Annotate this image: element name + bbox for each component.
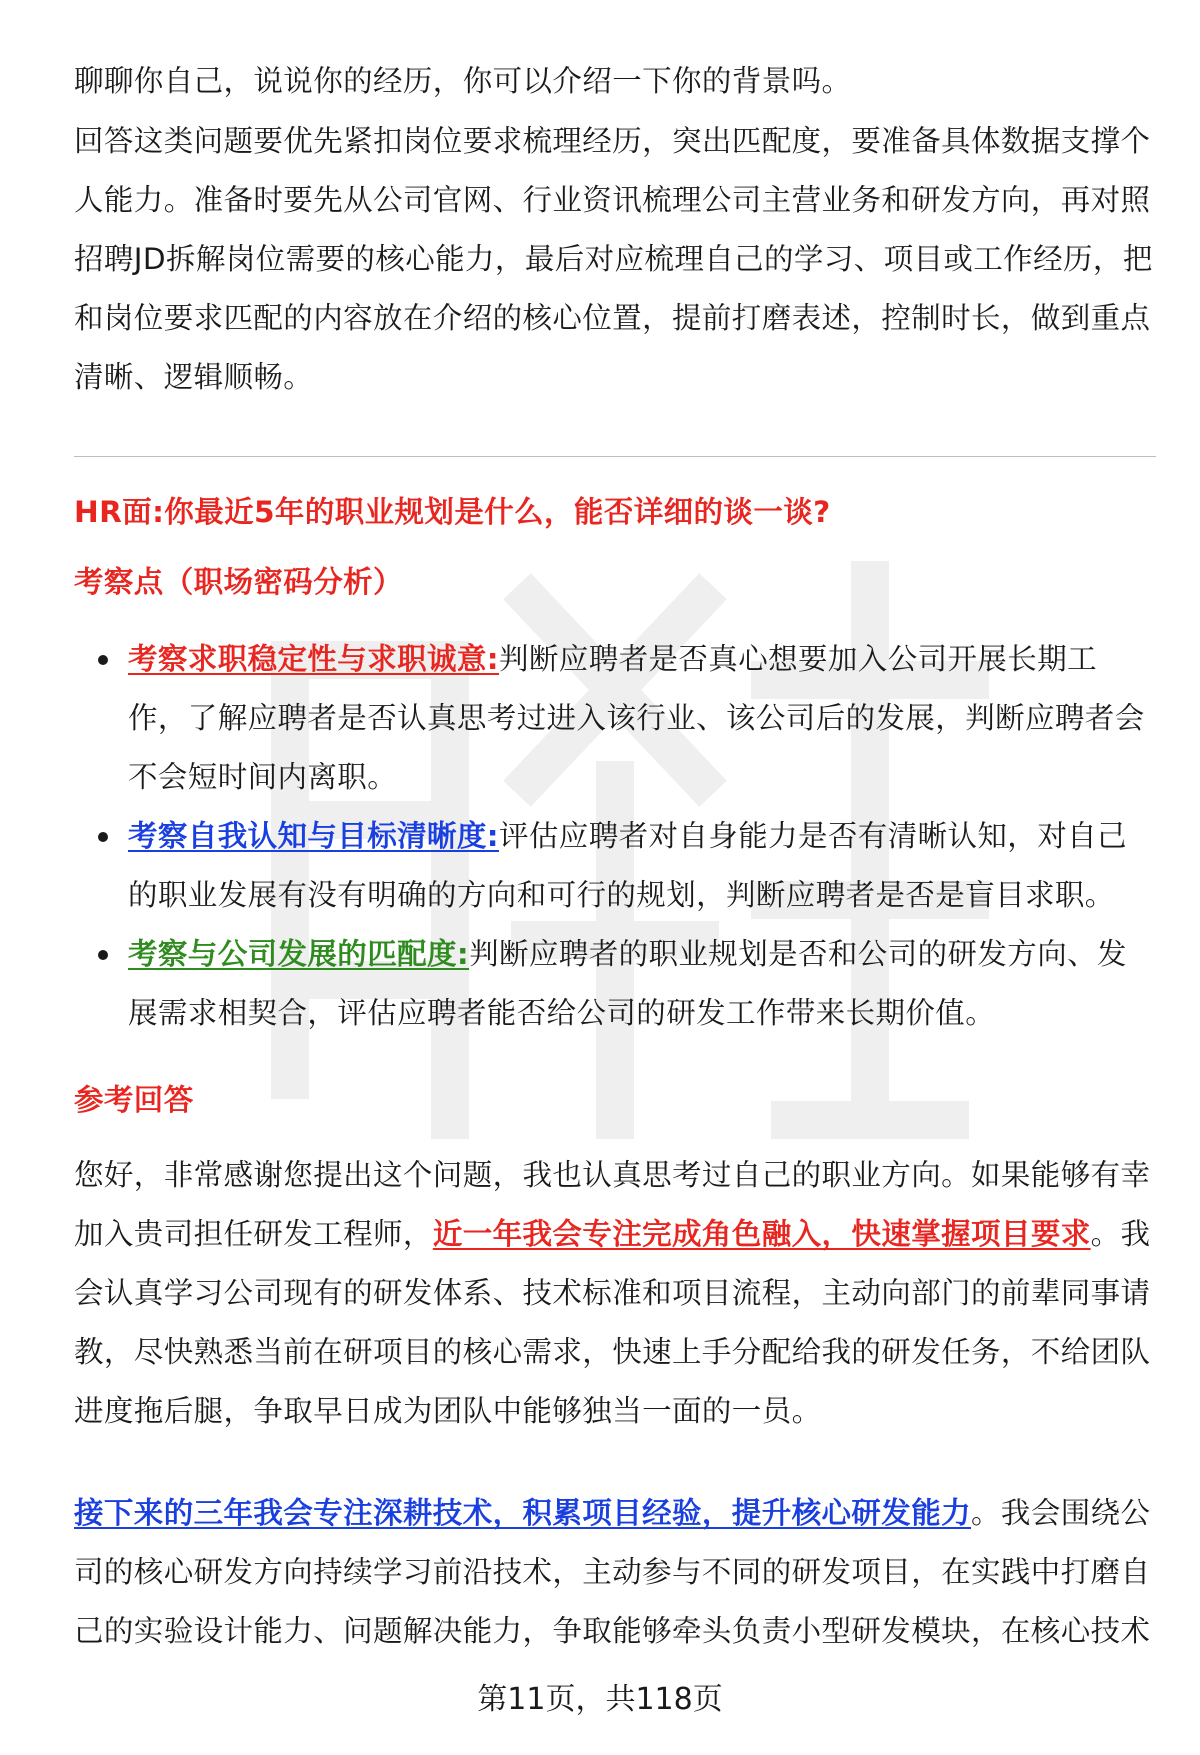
answer-text: 。我会认真学习公司现有的研发体系、技术标准和项目流程，主动向部门的前辈同事请教，尽快熟悉当前在研项目的核心需求，快速上手分配给我的研发任务，不给团队进度拖后腿，争取早日成为团队中能够独当一面的一员。 xyxy=(74,1217,1151,1428)
answer-paragraph xyxy=(74,1146,1156,1441)
assessment-points-list xyxy=(74,630,1156,1043)
intro-answer: 回答这类问题要优先紧扣岗位要求梳理经历，突出匹配度，要准备具体数据支撑个人能力。准备时要先从公司官网、行业资讯梳理公司主营业务和研发方向，再对照招聘JD拆解岗位需要的核心能力，最后对应梳理自己的学习、项目或工作经历，把和岗位要求匹配的内容放在介绍的核心位置，提前打磨表述，控制时长，做到重点清晰、逻辑顺畅。 xyxy=(74,124,1153,394)
point-keyword: 考察与公司发展的匹配度: xyxy=(128,937,470,971)
answer-highlight: 近一年我会专注完成角色融入，快速掌握项目要求 xyxy=(432,1217,1091,1251)
answer-text: 。我会围绕公司的核心研发方向持续学习前沿技术，主动参与不同的研发项目，在实践中打磨自己的实验设计能力、问题解决能力，争取能够牵头负责小型研发模块，在核心技术 xyxy=(74,1496,1151,1648)
assessment-points-heading: 考察点（职场密码分析） xyxy=(74,565,403,599)
answer-text: 您好，非常感谢您提出这个问题，我也认真思考过自己的职业方向。如果能够有幸加入贵司担任研发工程师， xyxy=(74,1158,1151,1251)
answer-paragraph xyxy=(74,1484,1156,1661)
point-text: 判断应聘者的职业规划是否和公司的研发方向、发展需求相契合，评估应聘者能否给公司的研发工作带来长期价值。 xyxy=(128,937,1127,1030)
bullet-dot-icon xyxy=(98,832,108,842)
list-item xyxy=(74,807,1156,925)
answer-highlight: 接下来的三年我会专注深耕技术，积累项目经验，提升核心研发能力 xyxy=(74,1496,972,1530)
section-divider xyxy=(74,456,1156,457)
list-item xyxy=(74,630,1156,807)
point-keyword: 考察自我认知与目标清晰度: xyxy=(128,819,499,853)
point-text: 判断应聘者是否真心想要加入公司开展长期工作，了解应聘者是否认真思考过进入该行业、该公司后的发展，判断应聘者会不会短时间内离职。 xyxy=(128,642,1145,794)
hr-question-heading: HR面:你最近5年的职业规划是什么，能否详细的谈一谈? xyxy=(74,495,831,529)
point-text: 评估应聘者对自身能力是否有清晰认知，对自己的职业发展有没有明确的方向和可行的规划，判断应聘者是否是盲目求职。 xyxy=(128,819,1127,912)
bullet-dot-icon xyxy=(98,950,108,960)
point-keyword: 考察求职稳定性与求职诚意: xyxy=(128,642,499,676)
bullet-dot-icon xyxy=(98,655,108,665)
reference-answer-heading: 参考回答 xyxy=(74,1083,194,1117)
list-item xyxy=(74,925,1156,1043)
intro-question: 聊聊你自己，说说你的经历，你可以介绍一下你的背景吗。 xyxy=(74,64,852,98)
page-number-footer: 第11页，共118页 xyxy=(477,1682,723,1717)
